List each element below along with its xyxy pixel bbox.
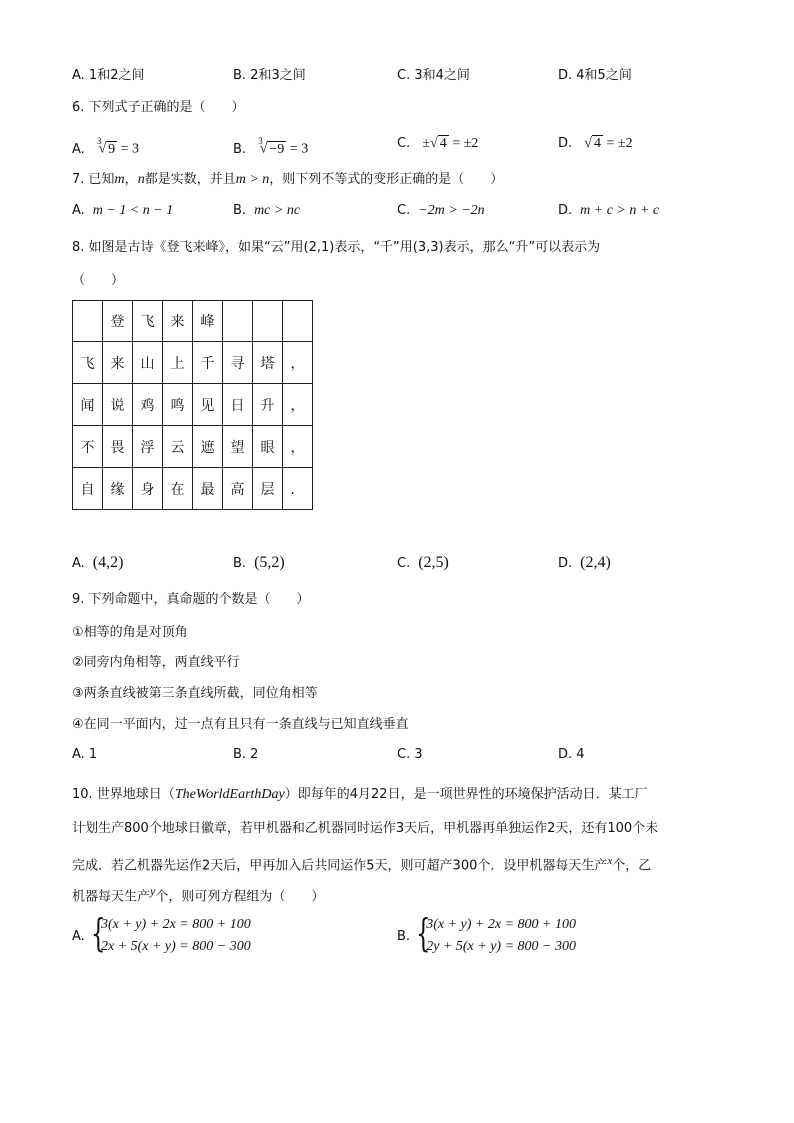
q5-option-c: C. 3和4之间 [397, 68, 470, 83]
poem-cell: 日 [223, 384, 253, 426]
poem-cell: 升 [253, 384, 283, 426]
q7-option-d [558, 201, 659, 221]
poem-cell: 闻 [73, 384, 103, 426]
q5-option-d: D. 4和5之间 [558, 68, 632, 83]
poem-cell: 云 [163, 426, 193, 468]
q10-a-eq1: 3(x + y) + 2x = 800 + 100 [100, 917, 251, 932]
poem-cell: 自 [73, 468, 103, 510]
q8-d-label: D. [558, 556, 573, 571]
q6-option-c [397, 134, 478, 154]
q7-stem-b: 都是实数，并且 [144, 172, 236, 187]
q8-a-expr: (4,2) [92, 554, 124, 571]
poem-cell: 层 [253, 468, 283, 510]
q10-b-eq1: 3(x + y) + 2x = 800 + 100 [426, 917, 576, 932]
q10-b-label: B. [397, 928, 411, 944]
poem-cell: 上 [163, 342, 193, 384]
poem-cell: 高 [223, 468, 253, 510]
poem-grid [72, 300, 313, 510]
q6-b-rhs: = 3 [289, 141, 309, 157]
poem-row [73, 426, 313, 468]
q10-line3-b: 个，乙 [612, 858, 652, 874]
q8-c-expr: (2,5) [418, 554, 449, 571]
brace-icon: { [416, 911, 431, 955]
q9-option-b: B. 2 [233, 747, 259, 762]
q7-a-label: A. [72, 203, 85, 218]
q6-b-radicand: −9 [269, 141, 285, 157]
poem-cell: 寻 [223, 342, 253, 384]
poem-cell: 身 [133, 468, 163, 510]
q8-paren: （ ） [72, 273, 125, 288]
q8-options [72, 553, 732, 573]
q6-d-expr: √ 4 = ±2 [584, 136, 633, 151]
q9-prop-4: ④在同一平面内，过一点有且只有一条直线与已知直线垂直 [72, 717, 409, 732]
q6-a-expr: $^3$√ 9 = 3 [96, 136, 140, 157]
q6-d-radicand: 4 [593, 136, 601, 151]
poem-cell [283, 301, 313, 342]
q10-line-4 [72, 882, 324, 906]
q5-options [72, 66, 732, 86]
q6-d-rhs: = ±2 [606, 136, 633, 151]
poem-cell: 在 [163, 468, 193, 510]
q10-a-system [90, 911, 251, 958]
q8-option-d [558, 553, 611, 574]
poem-cell: 说 [103, 384, 133, 426]
q10-line1-a: 10. 世界地球日（ [72, 787, 175, 802]
q7-condition: m > n [235, 172, 270, 187]
q10-line-3 [72, 852, 651, 875]
poem-row [73, 301, 313, 342]
q6-c-rhs: = ±2 [452, 136, 479, 151]
q10-line4-b: 个，则可列方程组为（ ） [155, 889, 325, 905]
q8-b-expr: (5,2) [254, 554, 285, 571]
q8-option-c [397, 553, 449, 574]
q10-english-name: TheWorldEarthDay [174, 787, 285, 802]
q6-c-expr: ±√ 4 = ±2 [422, 136, 479, 151]
q7-a-expr: m − 1 < n − 1 [92, 203, 174, 218]
q7-stem-c: ，则下列不等式的变形正确的是（ ） [269, 172, 504, 187]
q7-options [72, 201, 732, 221]
poem-cell: ， [283, 342, 313, 384]
q10-var-x: x [607, 855, 613, 867]
q10-var-y: y [150, 884, 156, 898]
q6-option-a [72, 134, 139, 160]
q7-b-label: B. [233, 203, 247, 218]
q7-c-expr: −2m > −2n [418, 203, 485, 218]
q9-stem: 9. 下列命题中，真命题的个数是（ ） [72, 592, 310, 607]
poem-cell: 飞 [133, 301, 163, 342]
q7-d-label: D. [558, 203, 573, 218]
poem-cell: 来 [163, 301, 193, 342]
q8-stem: 8. 如图是古诗《登飞来峰》，如果“云”用(2,1)表示，“千”用(3,3)表示，那么“升”可以表示为 [72, 240, 601, 255]
q9-prop-1: ①相等的角是对顶角 [72, 625, 188, 640]
q6-b-label: B. [233, 141, 247, 157]
q10-line-2: 计划生产800个地球日徽章，若甲机器和乙机器同时运作3天后，甲机器再单独运作2天，还有100个未 [72, 821, 659, 836]
poem-cell: 缘 [103, 468, 133, 510]
brace-icon: { [90, 911, 106, 955]
poem-row [73, 468, 313, 510]
q10-line3-a: 完成．若乙机器先运作2天后，甲再加入后共同运作5天，则可超产300个．设甲机器每天生产 [72, 858, 608, 874]
q10-b-eq2: 2y + 5(x + y) = 800 − 300 [426, 939, 576, 954]
q9-option-c: C. 3 [397, 747, 423, 762]
q10-line-1 [72, 786, 648, 804]
q8-c-label: C. [397, 556, 411, 571]
q6-b-expr: $^3$√ −9 = 3 [258, 136, 309, 157]
q9-options [72, 745, 732, 765]
poem-cell: 鸣 [163, 384, 193, 426]
poem-cell [253, 301, 283, 342]
q9-prop-3: ③两条直线被第三条直线所截，同位角相等 [72, 686, 318, 701]
q7-var-n: n [137, 172, 145, 187]
q7-var-m: m [114, 172, 125, 187]
q10-option-b [397, 911, 576, 958]
q6-b-index: 3 [258, 136, 263, 146]
poem-cell: 千 [193, 342, 223, 384]
poem-cell: 遮 [193, 426, 223, 468]
q6-d-label: D. [558, 136, 573, 151]
poem-cell [73, 301, 103, 342]
q7-c-label: C. [397, 203, 411, 218]
q6-c-label: C. [397, 136, 411, 151]
q7-d-expr: m + c > n + c [580, 203, 660, 218]
poem-cell: 塔 [253, 342, 283, 384]
q9-option-d: D. 4 [558, 747, 585, 762]
q7-b-expr: mc > nc [254, 203, 301, 218]
q7-option-b [233, 201, 300, 221]
q7-option-c [397, 201, 485, 221]
q6-a-rhs: = 3 [120, 141, 140, 157]
q5-option-a: A. 1和2之间 [72, 68, 145, 83]
q6-stem: 6. 下列式子正确的是（ ） [72, 100, 245, 115]
poem-cell: 不 [73, 426, 103, 468]
q10-option-a [72, 911, 251, 958]
q10-a-label: A. [72, 928, 85, 944]
poem-cell: ， [283, 384, 313, 426]
q6-c-radicand: 4 [439, 136, 447, 151]
poem-cell: 鸡 [133, 384, 163, 426]
q8-a-label: A. [72, 556, 85, 571]
q9-option-a: A. 1 [72, 747, 98, 762]
q5-option-b: B. 2和3之间 [233, 68, 306, 83]
poem-cell [223, 301, 253, 342]
q6-options [72, 134, 732, 157]
poem-cell: 眼 [253, 426, 283, 468]
q7-option-a [72, 201, 173, 221]
q8-d-expr: (2,4) [580, 554, 611, 571]
poem-cell: 登 [103, 301, 133, 342]
q7-stem-a: 7. 已知 [72, 172, 115, 187]
poem-cell: ， [283, 426, 313, 468]
poem-cell: 浮 [133, 426, 163, 468]
poem-cell: 最 [193, 468, 223, 510]
poem-cell: 畏 [103, 426, 133, 468]
poem-cell: 望 [223, 426, 253, 468]
q6-option-b [233, 134, 308, 160]
q10-line1-b: ）即每年的4月22日，是一项世界性的环境保护活动日．某工厂 [284, 787, 648, 802]
poem-cell: 山 [133, 342, 163, 384]
poem-cell: 峰 [193, 301, 223, 342]
poem-cell: 来 [103, 342, 133, 384]
q8-b-label: B. [233, 556, 247, 571]
q8-option-b [233, 553, 285, 574]
q9-prop-2: ②同旁内角相等，两直线平行 [72, 655, 240, 670]
poem-cell: 飞 [73, 342, 103, 384]
q7-stem [72, 171, 503, 189]
poem-cell: 见 [193, 384, 223, 426]
q7-comma: ， [124, 172, 138, 187]
poem-row [73, 384, 313, 426]
q10-line4-a: 机器每天生产 [72, 889, 151, 905]
q6-c-prefix: ± [422, 136, 431, 151]
q6-a-label: A. [72, 141, 85, 157]
q8-option-a [72, 553, 123, 574]
q10-b-system [416, 911, 576, 958]
q10-a-eq2: 2x + 5(x + y) = 800 − 300 [100, 939, 251, 954]
q6-option-d [558, 134, 633, 154]
q6-a-index: 3 [96, 136, 102, 146]
poem-cell: ． [283, 468, 313, 510]
poem-row [73, 342, 313, 384]
q6-a-radicand: 9 [108, 141, 116, 157]
